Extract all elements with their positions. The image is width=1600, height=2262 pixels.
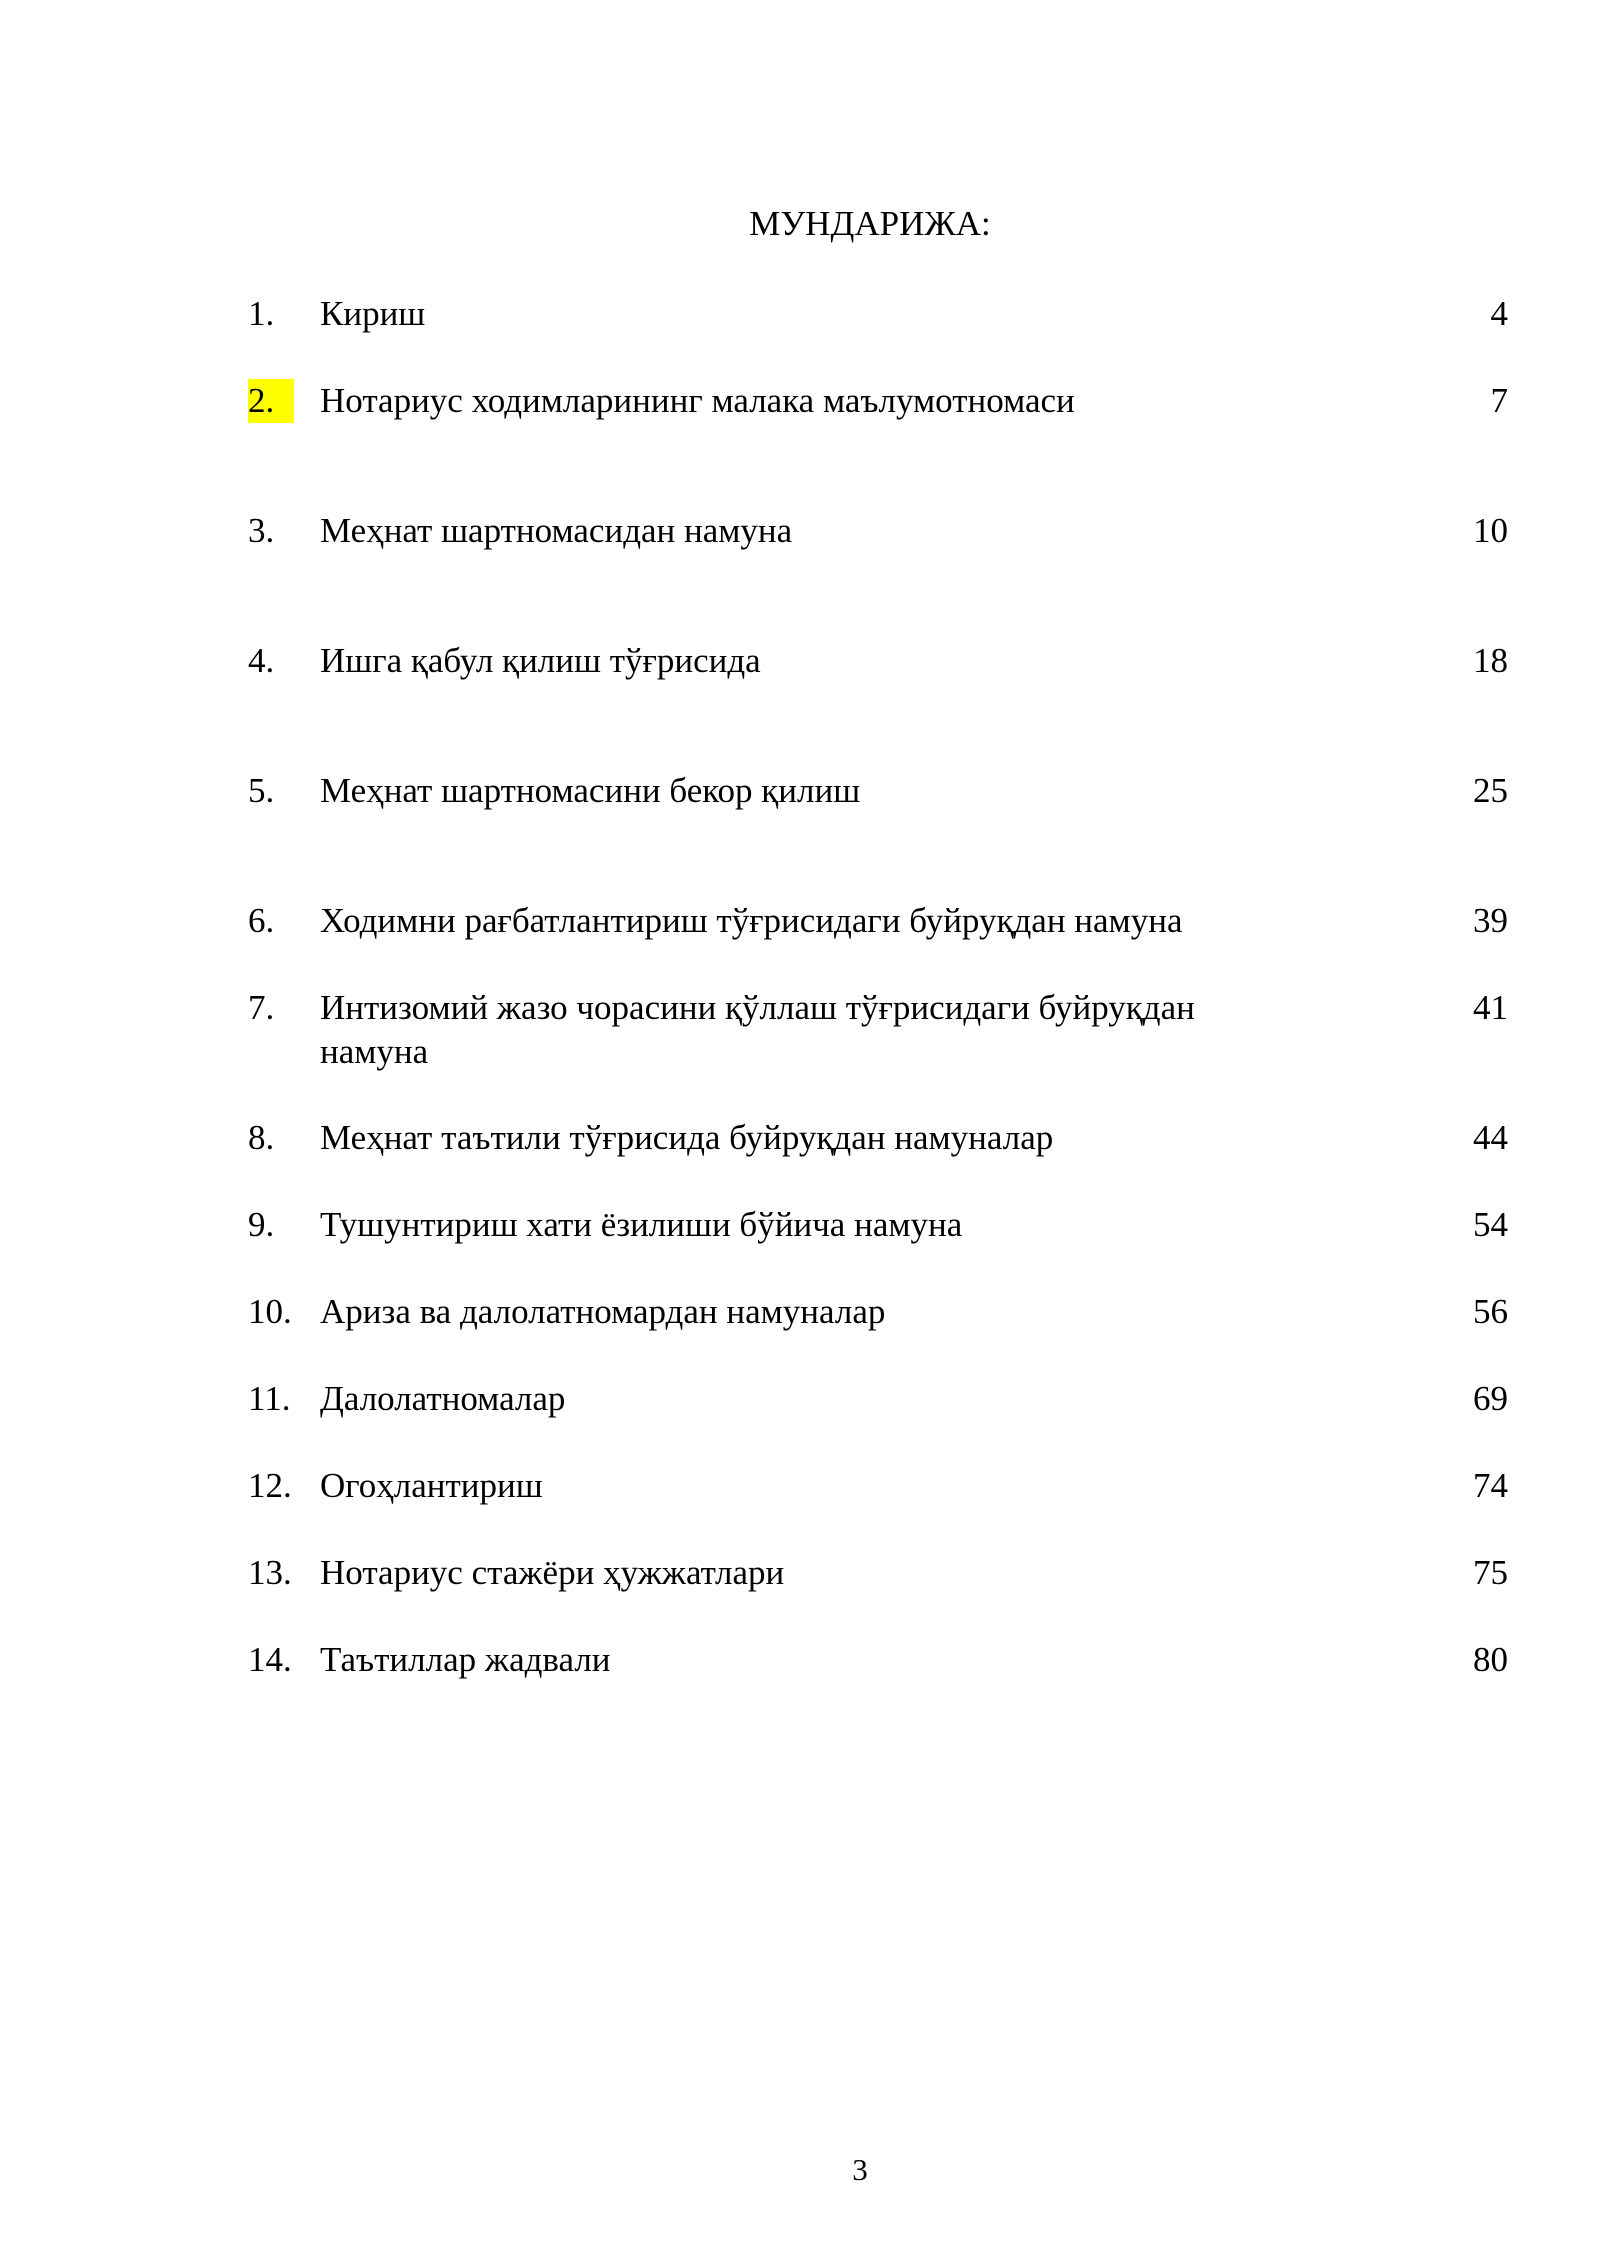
- toc-entry-page: 18: [1473, 641, 1508, 680]
- toc-entry-title: Ишга қабул қилиш тўғрисида: [320, 641, 761, 680]
- toc-entry-number: 14.: [248, 1640, 292, 1679]
- toc-entry-number: 11.: [248, 1379, 291, 1418]
- toc-entry-number: 6.: [248, 901, 275, 940]
- toc-entry-number: 8.: [248, 1118, 275, 1157]
- toc-entry-number: 3.: [248, 511, 275, 550]
- page-number: 3: [852, 2152, 868, 2187]
- toc-entry-number: 4.: [248, 641, 275, 680]
- toc-entry-page: 44: [1473, 1118, 1508, 1157]
- toc-entry-6[interactable]: [248, 899, 1508, 987]
- toc-entry-title: Далолатномалар: [320, 1379, 566, 1418]
- toc-entry-title: Таътиллар жадвали: [320, 1640, 611, 1679]
- toc-entry-title: Огоҳлантириш: [320, 1466, 543, 1505]
- toc-entry-number: 12.: [248, 1466, 292, 1505]
- toc-entry-title: Нотариус стажёри ҳужжатлари: [320, 1553, 785, 1592]
- toc-entry-page: 75: [1473, 1553, 1508, 1592]
- toc-entry-title: Нотариус ходимларининг малака маълумотномаси: [320, 381, 1075, 420]
- toc-entry-number: 9.: [248, 1205, 275, 1244]
- toc-entry-page: 54: [1473, 1205, 1508, 1244]
- toc-entry-page: 4: [1490, 294, 1508, 333]
- toc-entry-number: 10.: [248, 1292, 292, 1331]
- toc-entry-page: 10: [1473, 511, 1508, 550]
- toc-entry-3[interactable]: [248, 509, 1508, 597]
- toc-entry-page: 56: [1473, 1292, 1508, 1331]
- toc-entry-8[interactable]: [248, 1116, 1508, 1204]
- toc-entry-5[interactable]: [248, 769, 1508, 857]
- toc-entry-9[interactable]: [248, 1203, 1508, 1291]
- toc-entry-11[interactable]: [248, 1377, 1508, 1465]
- toc-entry-2[interactable]: [248, 379, 1508, 467]
- toc-entry-10[interactable]: [248, 1290, 1508, 1378]
- toc-entry-title: Ходимни рағбатлантириш тўғрисидаги буйруқдан намуна: [320, 901, 1183, 940]
- toc-entry-page: 7: [1490, 381, 1508, 420]
- toc-entry-title: Тушунтириш хати ёзилиши бўйича намуна: [320, 1205, 963, 1244]
- toc-entry-4[interactable]: [248, 639, 1508, 727]
- toc-entry-page: 41: [1473, 988, 1508, 1027]
- page-title: МУНДАРИЖА:: [749, 204, 991, 243]
- toc-entry-7[interactable]: [248, 986, 1508, 1074]
- toc-entry-page: 39: [1473, 901, 1508, 940]
- toc-entry-title: Меҳнат шартномасидан намуна: [320, 511, 793, 550]
- toc-entry-13[interactable]: [248, 1551, 1508, 1639]
- toc-entry-number: 1.: [248, 294, 275, 333]
- toc-entry-page: 25: [1473, 771, 1508, 810]
- toc-entry-number: 7.: [248, 988, 275, 1027]
- toc-entry-number: 5.: [248, 771, 275, 810]
- toc-entry-page: 74: [1473, 1466, 1508, 1505]
- toc-entry-number-highlighted: 2.: [248, 379, 294, 423]
- toc-entry-number: 13.: [248, 1553, 292, 1592]
- toc-entry-page: 80: [1473, 1640, 1508, 1679]
- toc-entry-title: Меҳнат шартномасини бекор қилиш: [320, 771, 861, 810]
- toc-entry-title: Меҳнат таътили тўғрисида буйруқдан намуналар: [320, 1118, 1054, 1157]
- toc-entry-title: Ариза ва далолатномардан намуналар: [320, 1292, 886, 1331]
- toc-entry-1[interactable]: [248, 292, 1508, 380]
- toc-entry-page: 69: [1473, 1379, 1508, 1418]
- toc-entry-12[interactable]: [248, 1464, 1508, 1552]
- toc-entry-title: Интизомий жазо чорасини қўллаш тўғрисидаги буйруқдан намуна: [320, 988, 1195, 1071]
- toc-entry-title: Кириш: [320, 294, 426, 333]
- toc-entry-14[interactable]: [248, 1638, 1508, 1726]
